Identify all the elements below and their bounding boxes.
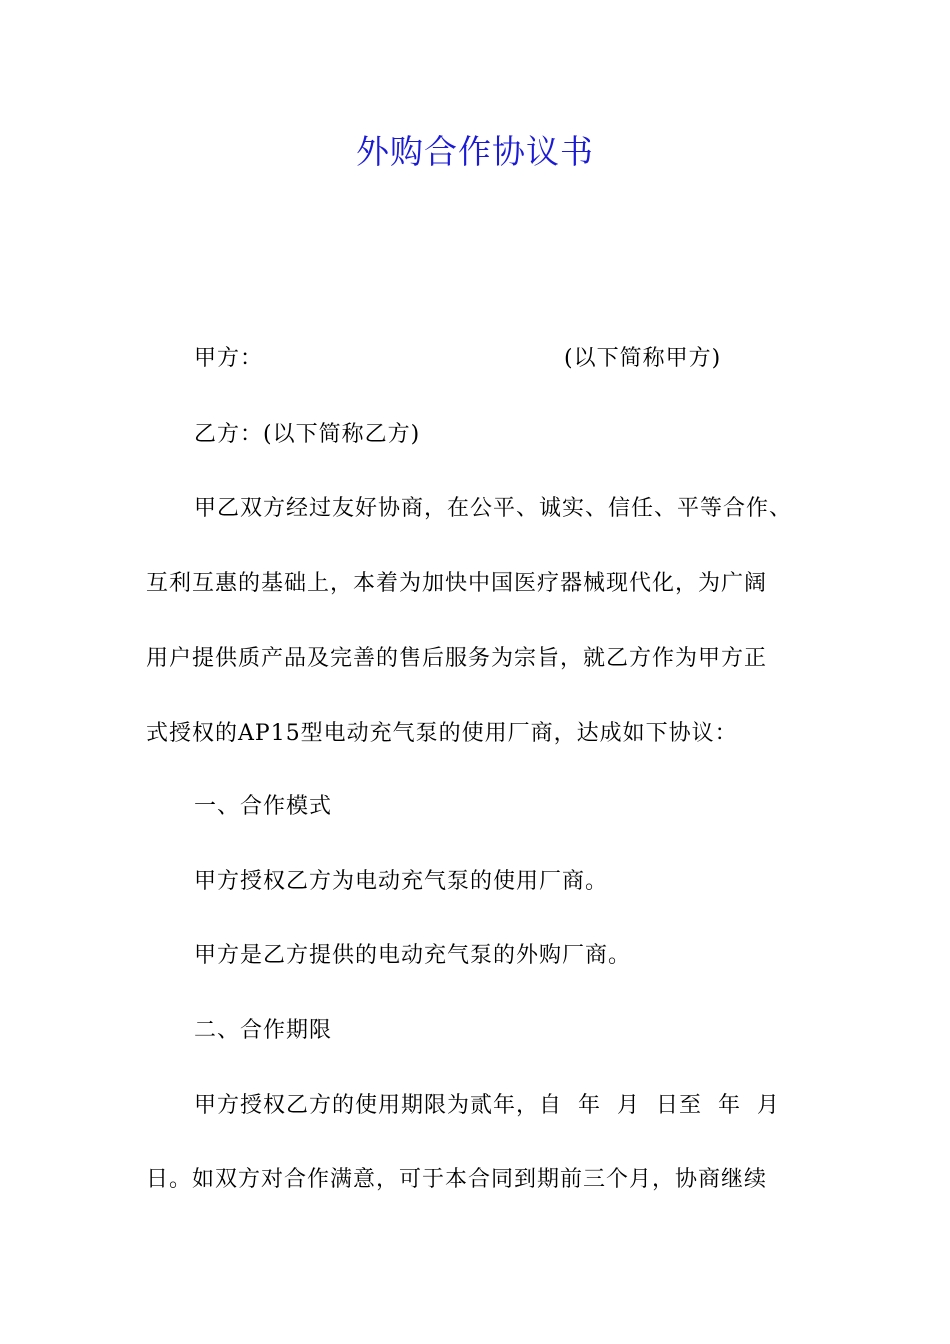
intro-line-4: 式授权的AP15型电动充气泵的使用厂商，达成如下协议： bbox=[146, 721, 738, 746]
section-1-heading: 一、合作模式 bbox=[194, 794, 333, 819]
section-2-line-1: 甲方授权乙方的使用期限为贰年，自 年 月 日至 年 月 bbox=[194, 1093, 780, 1118]
section-1-line-1: 甲方授权乙方为电动充气泵的使用厂商。 bbox=[194, 869, 609, 894]
section-2-line-2: 日。如双方对合作满意，可于本合同到期前三个月，协商继续 bbox=[146, 1167, 768, 1192]
intro-line-3: 用户提供质产品及完善的售后服务为宗旨，就乙方作为甲方正 bbox=[146, 646, 768, 671]
intro-line-2: 互利互惠的基础上，本着为加快中国医疗器械现代化，为广阔 bbox=[146, 571, 768, 596]
section-1-line-2: 甲方是乙方提供的电动充气泵的外购厂商。 bbox=[194, 943, 632, 968]
section-2-heading: 二、合作期限 bbox=[194, 1018, 333, 1043]
party-a-label: 甲方： bbox=[194, 346, 264, 371]
party-a-note: (以下简称甲方) bbox=[564, 346, 722, 371]
party-b-line: 乙方：(以下简称乙方) bbox=[194, 422, 421, 447]
document-title: 外购合作协议书 bbox=[356, 132, 594, 171]
intro-line-1: 甲乙双方经过友好协商，在公平、诚实、信任、平等合作、 bbox=[194, 496, 793, 521]
